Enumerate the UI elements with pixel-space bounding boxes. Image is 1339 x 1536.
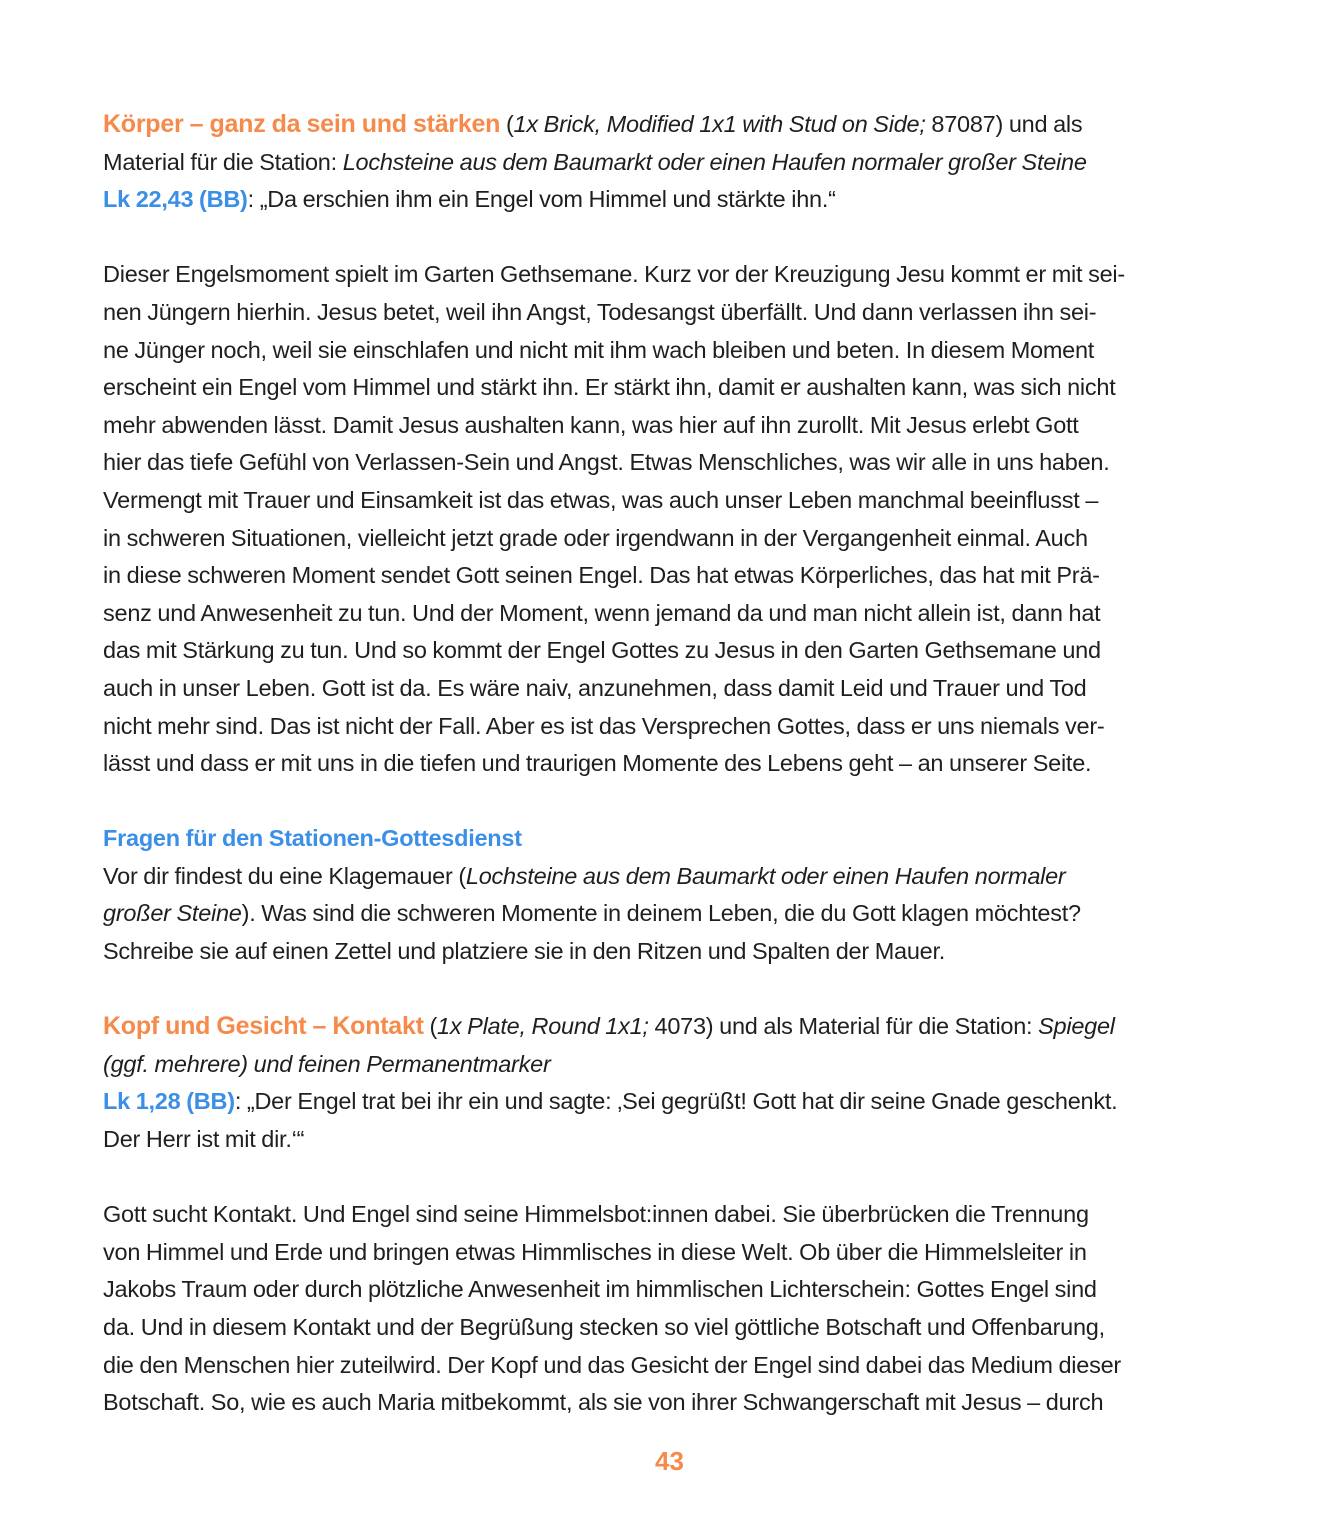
body-line: das mit Stärkung zu tun. Und so kommt der Engel Gottes zu Jesus in den Garten Gethsemane und xyxy=(103,637,1101,664)
body-line: nen Jüngern hierhin. Jesus betet, weil ihn Angst, Todesangst überfällt. Und dann verlassen ihn sei- xyxy=(103,298,1097,325)
section-heading: Körper – ganz da sein und stärken xyxy=(103,110,501,138)
section-heading-line xyxy=(103,1008,1228,1046)
body-text-kopf xyxy=(103,1196,1228,1422)
body-line: Botschaft. So, wie es auch Maria mitbekommt, als sie von ihrer Schwangerschaft mit Jesus – durch xyxy=(103,1389,1104,1416)
section-heading-line xyxy=(103,106,1228,144)
body-line: senz und Anwesenheit zu tun. Und der Moment, wenn jemand da und man nicht allein ist, dann hat xyxy=(103,599,1101,626)
body-line: auch in unser Leben. Gott ist da. Es wäre naiv, anzunehmen, dass damit Leid und Trauer und Tod xyxy=(103,674,1087,701)
body-line: hier das tiefe Gefühl von Verlassen-Sein und Angst. Etwas Menschliches, was wir alle in uns haben. xyxy=(103,449,1110,476)
body-line: in diese schweren Moment sendet Gott seinen Engel. Das hat etwas Körperliches, das hat mit Prä- xyxy=(103,562,1100,589)
body-line: da. Und in diesem Kontakt und der Begrüßung stecken so viel göttliche Botschaft und Offenbarung, xyxy=(103,1314,1105,1340)
body-line: mehr abwenden lässt. Damit Jesus aushalten kann, was hier auf ihn zurollt. Mit Jesus erlebt Gott xyxy=(103,411,1079,438)
material-rest: 4073) und als Material für die Station: xyxy=(648,1013,1039,1040)
body-line: Jakobs Traum oder durch plötzliche Anwesenheit im himmlischen Lichterschein: Gottes Engel sind xyxy=(103,1276,1097,1303)
bible-reference: Lk 22,43 (BB) xyxy=(103,186,248,213)
body-line: Dieser Engelsmoment spielt im Garten Gethsemane. Kurz vor der Kreuzigung Jesu kommt er mit sei- xyxy=(103,261,1125,288)
bible-reference-line xyxy=(103,1083,1228,1121)
questions-text: Vor dir findest du eine Klagemauer ( xyxy=(103,862,466,889)
questions-line xyxy=(103,858,1228,896)
material-line: (ggf. mehrere) und feinen Permanentmarker xyxy=(103,1050,551,1077)
bible-quote: : „Der Engel trat bei ihr ein und sagte: ‚Sei gegrüßt! Gott hat dir seine Gnade geschenkt. xyxy=(234,1088,1118,1115)
body-line: lässt und dass er mit uns in die tiefen und traurigen Momente des Lebens geht – an unserer Seite. xyxy=(103,750,1092,777)
material-open: ( xyxy=(423,1013,438,1040)
body-line: erscheint ein Engel vom Himmel und stärkt ihn. Er stärkt ihn, damit er aushalten kann, was sich nicht xyxy=(103,374,1116,401)
body-line: in schweren Situationen, vielleicht jetzt grade oder irgendwann in der Vergangenheit einmal. Auch xyxy=(103,524,1088,551)
section-koerper xyxy=(103,106,1228,219)
questions-italic: Lochsteine aus dem Baumarkt oder einen Haufen normaler xyxy=(465,862,1066,889)
material-italic: 1x Brick, Modified 1x1 with Stud on Side; xyxy=(513,111,926,137)
questions-italic: großer Steine xyxy=(103,900,242,927)
body-line: die den Menschen hier zuteilwird. Der Kopf und das Gesicht der Engel sind dabei das Medium dieser xyxy=(103,1351,1121,1378)
section-heading: Kopf und Gesicht – Kontakt xyxy=(103,1012,424,1041)
body-line: Vermengt mit Trauer und Einsamkeit ist das etwas, was auch unser Leben manchmal beeinflusst – xyxy=(103,486,1099,513)
material-prefix: Material für die Station: xyxy=(103,148,343,175)
page-content xyxy=(103,106,1228,1422)
body-text-koerper xyxy=(103,256,1228,782)
material-italic: 1x Plate, Round 1x1; xyxy=(437,1013,649,1040)
questions-section xyxy=(103,820,1228,970)
page-number: 43 xyxy=(655,1446,684,1476)
bible-quote: : „Da erschien ihm ein Engel vom Himmel und stärkte ihn.“ xyxy=(247,186,836,213)
body-line: von Himmel und Erde und bringen etwas Himmlisches in diese Welt. Ob über die Himmelsleiter in xyxy=(103,1238,1087,1265)
questions-heading: Fragen für den Stationen-Gottesdienst xyxy=(103,825,522,852)
material-line xyxy=(103,144,1228,182)
material-italic: Lochsteine aus dem Baumarkt oder einen Haufen normaler großer Steine xyxy=(342,148,1087,175)
material-italic: Spiegel xyxy=(1038,1013,1115,1040)
body-line: ne Jünger noch, weil sie einschlafen und nicht mit ihm wach bleiben und beten. In diesem Moment xyxy=(103,336,1095,363)
body-line: nicht mehr sind. Das ist nicht der Fall. Aber es ist das Versprechen Gottes, dass er uns niemals ver- xyxy=(103,712,1105,739)
material-open: ( xyxy=(500,111,514,137)
questions-line: Schreibe sie auf einen Zettel und platziere sie in den Ritzen und Spalten der Mauer. xyxy=(103,938,946,965)
material-rest: 87087) und als xyxy=(925,111,1083,137)
body-line: Gott sucht Kontakt. Und Engel sind seine Himmelsbot:innen dabei. Sie überbrücken die Trennung xyxy=(103,1201,1089,1228)
bible-reference: Lk 1,28 (BB) xyxy=(103,1088,235,1115)
bible-quote-line: Der Herr ist mit dir.‘“ xyxy=(103,1126,305,1153)
section-kopf xyxy=(103,1008,1228,1158)
questions-text: ). Was sind die schweren Momente in deinem Leben, die du Gott klagen möchtest? xyxy=(241,900,1081,927)
questions-line xyxy=(103,895,1228,933)
bible-reference-line xyxy=(103,181,1228,219)
